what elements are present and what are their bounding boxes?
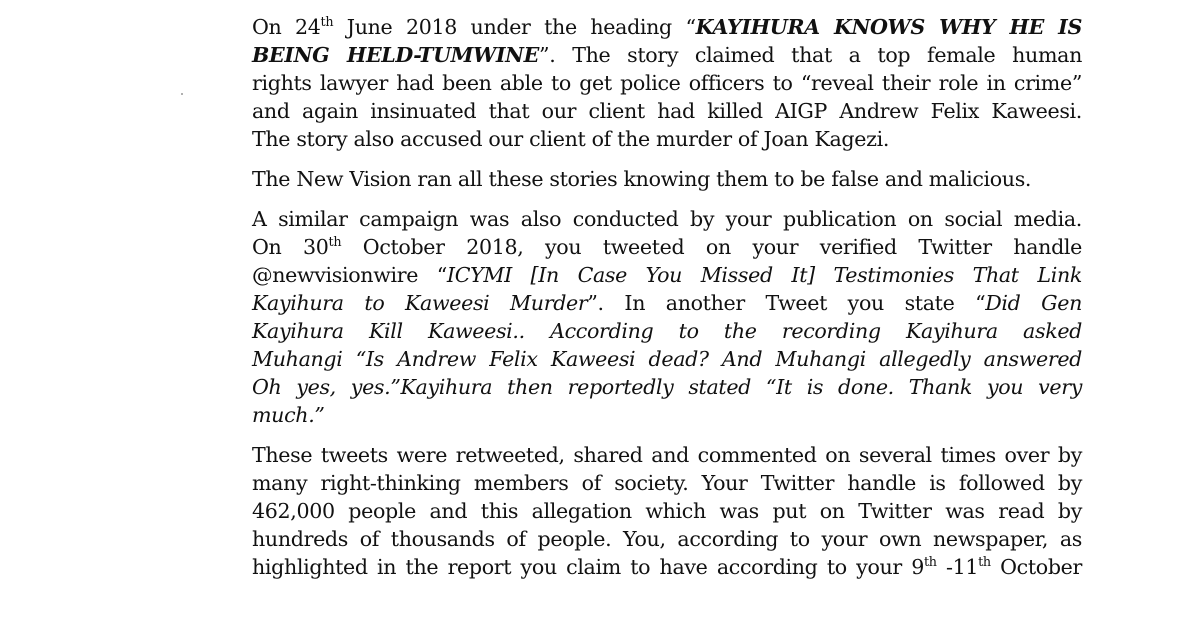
text-run: A similar campaign was also conducted by your publication on social media. (252, 207, 1082, 231)
text-line (252, 441, 1082, 469)
text-run: The story also accused our client of the murder of Joan Kagezi. (252, 127, 890, 151)
text-run: rights lawyer had been able to get police officers to “reveal their role in crime” (252, 71, 1082, 95)
text-line (252, 553, 1082, 581)
superscript: th (320, 15, 334, 31)
text-run: -11 (936, 555, 979, 579)
text-line (252, 13, 1082, 41)
tweet-quote: Kayihura to Kaweesi Murder (252, 291, 588, 315)
text-line (252, 69, 1082, 97)
text-line (252, 373, 1082, 401)
text-run: October 2018, you tweeted on your verified Twitter handle (341, 235, 1082, 259)
text-run: June 2018 under the heading “ (333, 15, 696, 39)
superscript: th (924, 555, 937, 571)
superscript: th (978, 555, 991, 571)
text-run: 462,000 people and this allegation which was put on Twitter was read by (252, 499, 1082, 523)
text-line (252, 401, 1082, 429)
tweet-quote: ICYMI [In Case You Missed It] Testimonies That Link (446, 263, 1082, 287)
text-run: On 24 (252, 15, 321, 39)
text-line (252, 261, 1082, 289)
article-heading-quote: KAYIHURA KNOWS WHY HE IS (695, 15, 1082, 39)
paragraph-1 (252, 13, 1082, 153)
text-run: October (990, 555, 1082, 579)
text-line (252, 525, 1082, 553)
text-line (252, 165, 1082, 193)
text-run: @newvisionwire “ (252, 263, 447, 287)
text-run: hundreds of thousands of people. You, according to your own newspaper, as (252, 527, 1082, 551)
tweet-quote: much.” (252, 403, 325, 427)
text-run: The New Vision ran all these stories knowing them to be false and malicious. (252, 167, 1032, 191)
document-body (252, 13, 1082, 593)
text-run: many right-thinking members of society. Your Twitter handle is followed by (252, 471, 1082, 495)
text-run: These tweets were retweeted, shared and commented on several times over by (252, 443, 1082, 467)
text-run: ”. The story claimed that a top female human (539, 43, 1082, 67)
tweet-quote: Muhangi “Is Andrew Felix Kaweesi dead? And Muhangi allegedly answered (252, 347, 1082, 371)
tweet-quote: Kayihura Kill Kaweesi.. According to the recording Kayihura asked (252, 319, 1082, 343)
text-run: and again insinuated that our client had killed AIGP Andrew Felix Kaweesi. (252, 99, 1082, 123)
text-line (252, 205, 1082, 233)
text-line (252, 41, 1082, 69)
superscript: th (328, 235, 342, 251)
text-run: ”. In another Tweet you state “ (587, 291, 986, 315)
text-run: highlighted in the report you claim to have according to your 9 (252, 555, 925, 579)
text-line (252, 125, 1082, 153)
scan-speck (181, 93, 183, 95)
paragraph-4 (252, 441, 1082, 581)
paragraph-3 (252, 205, 1082, 429)
text-run: On 30 (252, 235, 329, 259)
text-line (252, 497, 1082, 525)
text-line (252, 97, 1082, 125)
article-heading-quote: BEING HELD-TUMWINE (252, 43, 540, 67)
text-line (252, 233, 1082, 261)
text-line (252, 317, 1082, 345)
tweet-quote: Oh yes, yes.”Kayihura then reportedly stated “It is done. Thank you very (252, 375, 1082, 399)
text-line (252, 469, 1082, 497)
tweet-quote: Did Gen (985, 291, 1082, 315)
paragraph-2 (252, 165, 1082, 193)
text-line (252, 289, 1082, 317)
text-line (252, 345, 1082, 373)
